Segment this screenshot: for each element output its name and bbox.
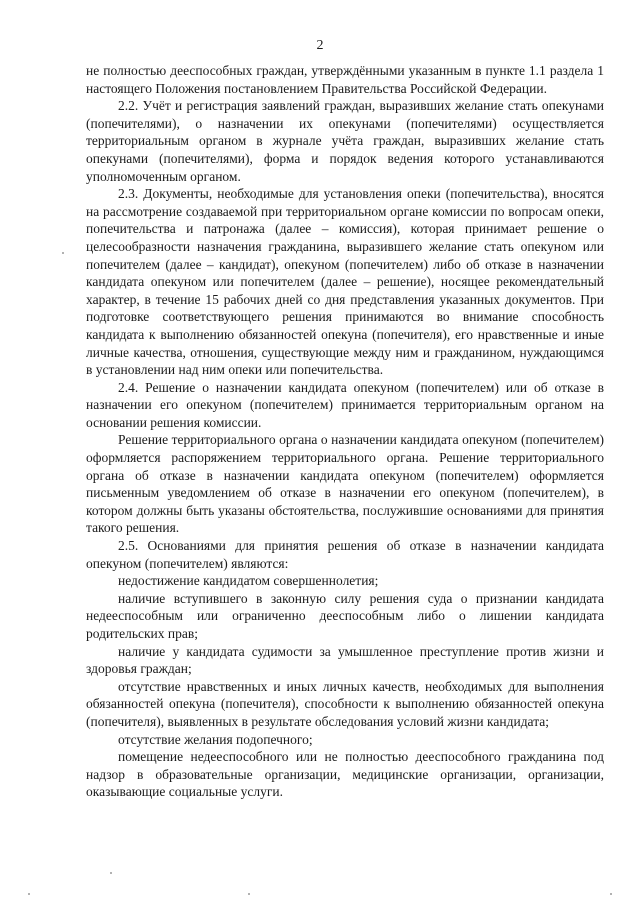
paragraph-2-3: 2.3. Документы, необходимые для установления опеки (попечительства), вносятся на рассмотрение создаваемой при территориальном органе комиссии по вопросам опеки, попечительства и патронажа (далее – комиссия), которая принимает решение о целесообразности назначения гражданина, выразившего желание стать опекуном или попечителем (далее – кандидат), опекуном (попечителем) либо об отказе в назначении кандидата опекуном или попечителем (далее – решение), носящее рекомендательный характер, в течение 15 рабочих дней со дня представления указанных документов. При подготовке соответствующего решения принимаются во внимание способность кандидата к выполнению обязанностей опекуна (попечителя), его нравственные и иные личные качества, отношения, существующие между ним и гражданином, нуждающимся в установлении над ним опеки или попечительства. xyxy=(86,186,604,378)
list-item-ground-5: отсутствие желания подопечного; xyxy=(118,731,313,747)
scan-speck xyxy=(110,872,112,874)
list-item-ground-3: наличие у кандидата судимости за умышленное преступление против жизни и здоровья граждан; xyxy=(86,643,604,677)
list-item-ground-1: недостижение кандидатом совершеннолетия; xyxy=(118,573,379,589)
scan-speck xyxy=(28,893,30,895)
paragraph-decision: Решение территориального органа о назначении кандидата опекуном (попечителем) оформляется распоряжением территориального органа. Решение территориального органа об отказе в назначении кандидата опекуном (попечителем) оформляется письменным уведомлением об отказе в назначении его опекуном (попечителем), в котором должны быть указаны обстоятельства, послужившие основаниями для принятия такого решения. xyxy=(86,432,604,536)
paragraph-2-4: 2.4. Решение о назначении кандидата опекуном (попечителем) или об отказе в назначении его опекуном (попечителем) принимается территориальным органом на основании решения комиссии. xyxy=(86,379,604,430)
document-body xyxy=(86,62,604,801)
paragraph-2-5: 2.5. Основаниями для принятия решения об отказе в назначении кандидата опекуном (попечителем) являются: xyxy=(86,538,604,571)
paragraph-continuation: не полностью дееспособных граждан, утверждёнными указанным в пункте 1.1 раздела 1 настоящего Положения постановлением Правительства Российской Федерации. xyxy=(86,63,604,96)
paragraph-2-2: 2.2. Учёт и регистрация заявлений граждан, выразивших желание стать опекунами (попечителями), о назначении их опекунами (попечителями) осуществляется территориальным органом в журнале учёта граждан, выразивших желание стать опекунами (попечителями), форма и порядок ведения которого устанавливаются уполномоченным органом. xyxy=(86,98,604,184)
page-number: 2 xyxy=(316,38,324,53)
list-item-ground-2: наличие вступившего в законную силу решения суда о признании кандидата недееспособным или ограниченно дееспособным либо о лишении кандидата родительских прав; xyxy=(86,590,604,641)
list-item-ground-6: помещение недееспособного или не полностью дееспособного гражданина под надзор в образовательные организации, медицинские организации, организации, оказывающие социальные услуги. xyxy=(86,749,604,800)
scan-speck xyxy=(62,252,64,254)
scan-speck xyxy=(610,893,612,895)
list-item-ground-4: отсутствие нравственных и иных личных качеств, необходимых для выполнения обязанностей опекуна (попечителя), способности к выполнению обязанностей опекуна (попечителя), выявленных в результате обследования условий жизни кандидата; xyxy=(86,678,604,729)
scan-speck xyxy=(248,893,250,895)
